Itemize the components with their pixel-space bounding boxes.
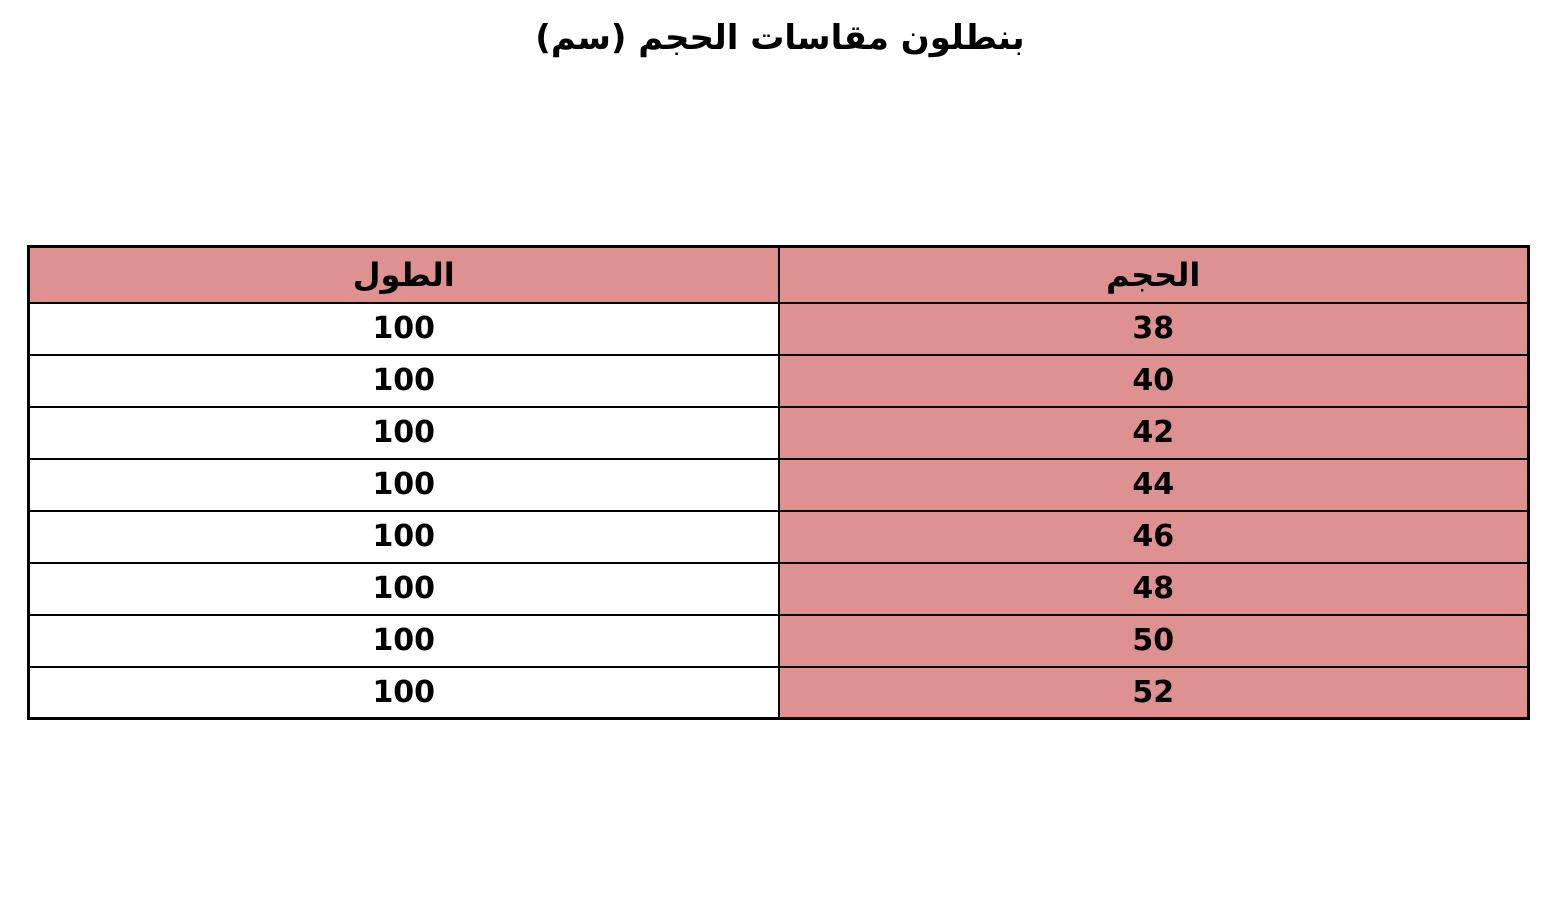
table-row bbox=[29, 511, 1529, 563]
cell-length: 100 bbox=[29, 459, 779, 511]
column-header-length: الطول bbox=[29, 247, 779, 303]
table-row bbox=[29, 355, 1529, 407]
cell-size: 38 bbox=[779, 303, 1529, 355]
table-row bbox=[29, 407, 1529, 459]
page-title: بنطلون مقاسات الحجم (سم) bbox=[535, 18, 1025, 58]
cell-size: 50 bbox=[779, 615, 1529, 667]
table-row bbox=[29, 459, 1529, 511]
cell-length: 100 bbox=[29, 303, 779, 355]
cell-length: 100 bbox=[29, 563, 779, 615]
size-chart-table bbox=[27, 245, 1530, 720]
cell-length: 100 bbox=[29, 511, 779, 563]
cell-size: 42 bbox=[779, 407, 1529, 459]
cell-size: 48 bbox=[779, 563, 1529, 615]
cell-length: 100 bbox=[29, 667, 779, 719]
column-header-size: الحجم bbox=[779, 247, 1529, 303]
table-row bbox=[29, 615, 1529, 667]
table-header bbox=[29, 247, 1529, 303]
cell-length: 100 bbox=[29, 615, 779, 667]
cell-size: 52 bbox=[779, 667, 1529, 719]
table-row bbox=[29, 563, 1529, 615]
cell-size: 40 bbox=[779, 355, 1529, 407]
table-row bbox=[29, 303, 1529, 355]
table-row bbox=[29, 667, 1529, 719]
cell-size: 46 bbox=[779, 511, 1529, 563]
table-body bbox=[29, 303, 1529, 719]
table-header-row bbox=[29, 247, 1529, 303]
cell-length: 100 bbox=[29, 355, 779, 407]
cell-size: 44 bbox=[779, 459, 1529, 511]
cell-length: 100 bbox=[29, 407, 779, 459]
size-chart-container bbox=[30, 245, 1530, 720]
